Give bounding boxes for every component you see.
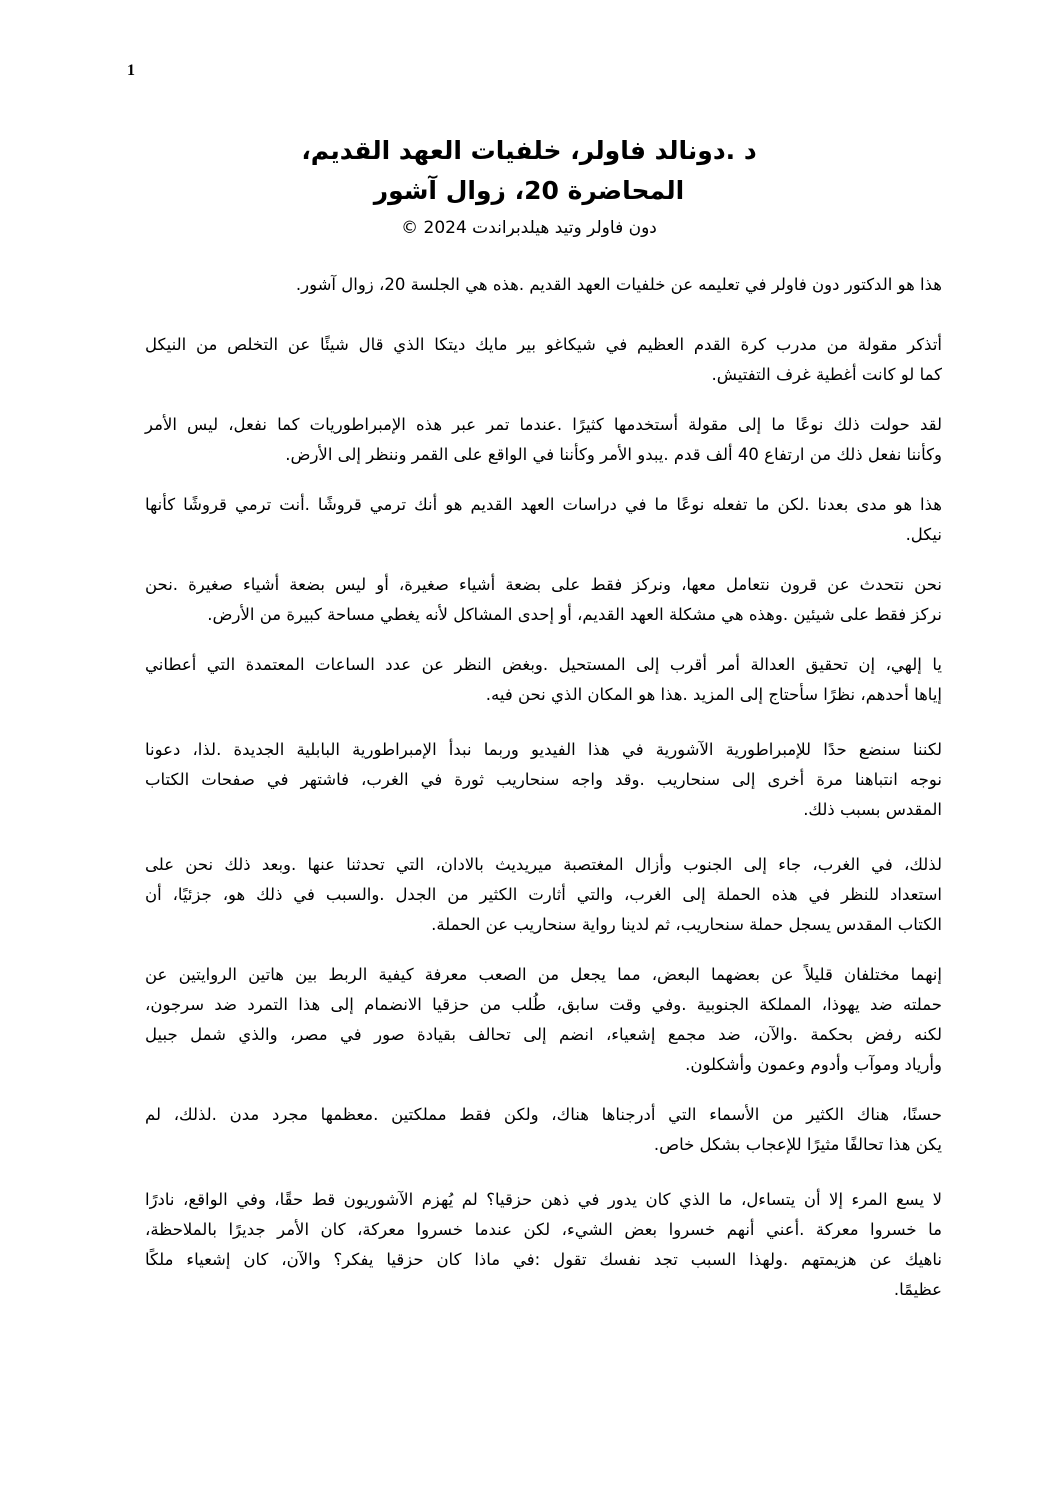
paragraph-line: لكننا سنضع حدًا للإمبراطورية الآشورية في هذا الفيديو وربما نبدأ الإمبراطورية البابلية الجديدة .لذا، دعونا <box>145 740 942 759</box>
paragraph-line: لا يسع المرء إلا أن يتساءل، ما الذي كان يدور في ذهن حزقيا؟ لم يُهزم الآشوريون قط حقًا، وفي الواقع، نادرًا <box>145 1190 942 1209</box>
paragraph-line: وأرياد وموآب وأدوم وعمون وأشكلون. <box>685 1055 942 1074</box>
paragraph-line: حسنًا، هناك الكثير من الأسماء التي أدرجناها هناك، ولكن فقط مملكتين .معظمها مجرد مدن .لذلك، لم <box>145 1105 942 1124</box>
paragraph-line: لذلك، في الغرب، جاء إلى الجنوب وأزال المغتصبة ميريديث بالادان، التي تحدثنا عنها .وبعد ذلك نحن على <box>145 855 942 874</box>
paragraph-line: نحن نتحدث عن قرون نتعامل معها، ونركز فقط على بضعة أشياء صغيرة، أو ليس بضعة أشياء صغيرة .نحن <box>145 575 942 594</box>
paragraph-line: لقد حولت ذلك نوعًا ما إلى مقولة أستخدمها كثيرًا .عندما تمر عبر هذه الإمبراطوريات كما نفعل، ليس الأمر <box>145 415 942 434</box>
paragraph-line: وكأننا نفعل ذلك من ارتفاع 40 ألف قدم .يبدو الأمر وكأننا في الواقع على القمر وننظر إلى الأرض. <box>285 445 942 464</box>
paragraph <box>145 735 942 825</box>
paragraph-line: نيكل. <box>905 525 942 544</box>
paragraph-line: استعداد للنظر في هذه الحملة إلى الغرب، والتي أثارت الكثير من الجدل .والسبب في ذلك هو، جزئيًا، أن <box>145 885 942 904</box>
paragraph-line: ناهيك عن هزيمتهم .ولهذا السبب تجد نفسك تقول :في ماذا كان حزقيا يفكر؟ والآن، كان إشعياء ملكًا <box>145 1250 942 1269</box>
paragraph-line: حملته ضد يهوذا، المملكة الجنوبية .وفي وقت سابق، طُلب من حزقيا الانضمام إلى هذا التمرد ضد سرجون، <box>145 995 942 1014</box>
copyright-line: دون فاولر وتيد هيلدبراندت 2024 © <box>401 218 657 238</box>
paragraph-line: هذا هو الدكتور دون فاولر في تعليمه عن خلفيات العهد القديم .هذه هي الجلسة 20، زوال آشور. <box>295 275 942 294</box>
paragraph-line: المقدس بسبب ذلك. <box>803 800 942 819</box>
paragraph <box>145 650 942 710</box>
paragraph-line: يا إلهي، إن تحقيق العدالة أمر أقرب إلى المستحيل .وبغض النظر عن عدد الساعات المعتمدة التي أعطاني <box>145 655 942 674</box>
paragraph <box>145 960 942 1080</box>
paragraph-line: نركز فقط على شيئين .وهذه هي مشكلة العهد القديم، أو إحدى المشاكل لأنه يغطي مساحة كبيرة من الأرض. <box>207 605 942 624</box>
paragraph <box>145 490 942 550</box>
paragraph <box>145 1185 942 1305</box>
document-title-line-1: د .دونالد فاولر، خلفيات العهد القديم، <box>301 136 757 165</box>
paragraph-line: نوجه انتباهنا مرة أخرى إلى سنحاريب .وقد واجه سنحاريب ثورة في الغرب، فاشتهر في صفحات الكتاب <box>145 770 942 789</box>
paragraph <box>145 570 942 630</box>
paragraph-line: كما لو كانت أغطية غرف التفتيش. <box>711 365 942 384</box>
paragraph-line: يكن هذا تحالفًا مثيرًا للإعجاب بشكل خاص. <box>653 1135 942 1154</box>
page-number: 1 <box>127 62 135 79</box>
paragraph-line: هذا هو مدى بعدنا .لكن ما تفعله نوعًا ما في دراسات العهد القديم هو أنك ترمي قروشًا .أنت ترمي قروشًا كأنها <box>145 495 942 514</box>
paragraph-line: عظيمًا. <box>893 1280 942 1299</box>
paragraph-line: إياها أحدهم، نظرًا سأحتاج إلى المزيد .هذا هو المكان الذي نحن فيه. <box>485 685 942 704</box>
paragraph-line: الكتاب المقدس يسجل حملة سنحاريب، ثم لدينا رواية سنحاريب عن الحملة. <box>431 915 942 934</box>
paragraph-line: ما خسروا معركة .أعني أنهم خسروا بعض الشيء، لكن عندما خسروا معركة، كان الأمر جديرًا بالملاحظة، <box>145 1220 942 1239</box>
paragraph-line: إنهما مختلفان قليلاً عن بعضهما البعض، مما يجعل من الصعب معرفة كيفية الربط بين هاتين الروايتين عن <box>145 965 942 984</box>
paragraph <box>145 270 942 300</box>
paragraph-line: لكنه رفض بحكمة .والآن، ضد مجمع إشعياء، انضم إلى تحالف بقيادة صور في مصر، والذي شمل جبيل <box>145 1025 942 1044</box>
paragraph <box>145 330 942 390</box>
document-title-line-2: المحاضرة 20، زوال آشور <box>373 176 685 205</box>
paragraph <box>145 850 942 940</box>
paragraph <box>145 1100 942 1160</box>
paragraph-line: أتذكر مقولة من مدرب كرة القدم العظيم في شيكاغو بير مايك ديتكا الذي قال شيئًا عن التخلص من النيكل <box>145 335 942 354</box>
paragraph <box>145 410 942 470</box>
